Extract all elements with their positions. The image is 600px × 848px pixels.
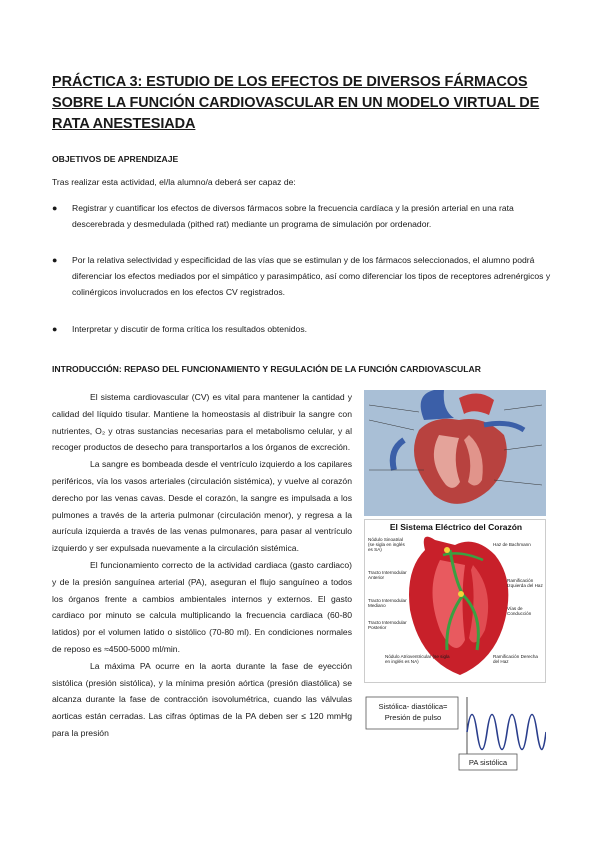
label-bachmann: Haz de Bachmann (493, 542, 531, 547)
paragraph: El sistema cardiovascular (CV) es vital para mantener la cantidad y calidad del líquido tisular. Mantiene la homeostasis al distribuir la sangre con nutrientes, O₂ y otras sustancias necesarias para el metabolismo celular, y al recoger productos de desecho para transportarlos a los órganos de excreción. (52, 392, 352, 453)
systolic-label: PA sistólica (468, 758, 508, 767)
label-middle-tract: Tracto Internodular Mediano (368, 598, 407, 609)
objective-text: Registrar y cuantificar los efectos de diversos fármacos sobre la frecuencia cardíaca y la presión arterial en una rata descerebrada y desmedulada (pithed rat) mediante un programa de simulación por ordenador. (72, 203, 514, 229)
label-conduction-paths: Vías de Conducción (507, 606, 532, 617)
bullet-icon: ● (52, 203, 58, 213)
label-right-bundle: Ramificación Derecha del Haz (493, 654, 538, 665)
pulse-pressure-label: Sistólica- diastólica= Presión de pulso (378, 702, 448, 722)
label-left-bundle: Ramificación Izquierda del Haz (507, 578, 543, 589)
heart-anatomy-illustration (364, 390, 546, 516)
label-posterior-tract: Tracto Internodular Posterior (368, 620, 407, 631)
page-title: PRÁCTICA 3: ESTUDIO DE LOS EFECTOS DE DIVERSOS FÁRMACOS SOBRE LA FUNCIÓN CARDIOVASCULAR EN UN MODELO VIRTUAL DE RATA ANESTESIADA (52, 74, 540, 132)
electrical-system-figure (364, 519, 546, 683)
bullet-icon: ● (52, 324, 58, 334)
label-sa-node: Nódulo Sinoatrial (se sigla en inglés es SA) (368, 537, 405, 553)
objectives-heading: OBJETIVOS DE APRENDIZAJE (52, 154, 179, 164)
objective-text: Por la relativa selectividad y especificidad de las vías que se estimulan y de los fármacos seleccionados, el alumno podrá diferenciar los efectos mediados por el simpático y parasimpático, así como diferenciar los tipos de receptores adrenérgicos y colinérgicos involucrados en los efectos CV registrados. (72, 255, 551, 297)
intro-heading: INTRODUCCIÓN: REPASO DEL FUNCIONAMIENTO Y REGULACIÓN DE LA FUNCIÓN CARDIOVASCULAR (52, 364, 481, 374)
paragraph: El funcionamiento correcto de la actividad cardiaca (gasto cardiaco) y de la presión sanguínea arterial (PA), aseguran el flujo sanguíneo a todos los órganos frente a cambios ambientales internos y externos. El gasto cardiaco por minuto se calcula multiplicando la frecuencia cardiaca (60-80 latidos) por el volumen latido o sistólico (70-80 ml). En condiciones normales de reposo es ≈4500-5000 ml/min. (52, 559, 352, 654)
heart-anatomy-figure (364, 390, 546, 516)
objectives-intro: Tras realizar esta actividad, el/la alumno/a deberá ser capaz de: (52, 177, 296, 187)
bullet-icon: ● (52, 255, 58, 265)
objective-text: Interpretar y discutir de forma crítica los resultados obtenidos. (72, 324, 308, 334)
label-av-node: Nódulo Atrioventricular (se sigla en inglés es NA) (385, 654, 450, 665)
paragraph: La sangre es bombeada desde el ventrículo izquierdo a los capilares periféricos, vía los vasos arteriales (circulación sistémica), y vuelve al corazón derecho por las venas cavas. Desde el corazón, la sangre es impulsada a los pulmones a través de la arteria pulmonar (circulación menor), y regresa a la aurícula izquierda a través de las venas pulmonares, para pasar al ventrículo izquierdo y ser expulsada nuevamente a la circulación sistémica. (52, 459, 352, 554)
paragraph: La máxima PA ocurre en la aorta durante la fase de eyección sistólica (presión sistólica), y la mínima presión aórtica (presión diastólica) se alcanza durante la fase de contracción isovolumétrica, cuando las válvulas aorticas están cerradas. Las cifras óptimas de la PA deben ser ≤ 120 mmHg para la presión (52, 660, 352, 738)
label-anterior-tract: Tracto Internodular Anterior (368, 570, 407, 581)
figure-title: El Sistema Eléctrico del Corazón (389, 522, 523, 532)
pressure-wave-figure (364, 692, 546, 784)
intro-body (52, 389, 352, 742)
